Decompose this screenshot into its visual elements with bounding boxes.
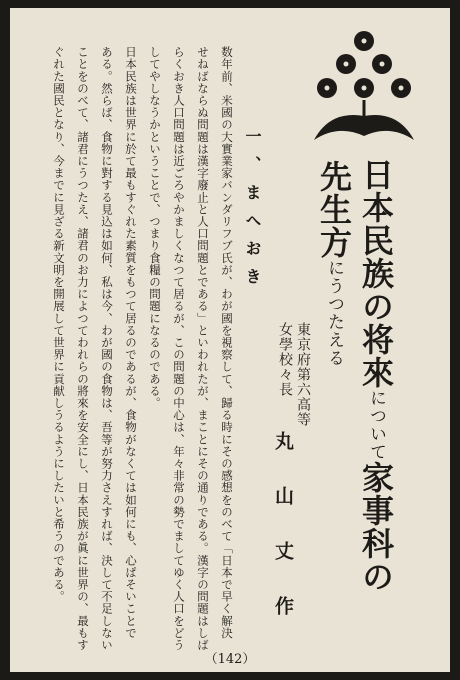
section-heading: 一、まへおき	[243, 128, 262, 296]
body-text-line: 数年前、米國の大實業家バンダリフブ氏が、わが國を視察して、歸る時にその感想をのべて「日本で早く解決	[220, 46, 234, 639]
body-text-line: 日本民族は世界に於て最もすぐれた素質をもつて居るのであるが、食物がなくては如何にも、心ぱそいことで	[124, 46, 138, 639]
body-text-line: らくおき人口問題は近ごろやかましくなつて居るが、この問題の中心は、年々非常の勢でましてゆく人口をどう	[172, 46, 186, 651]
body-text-line: ある。然らば、食物に對する見込は如何、私は今、わが國の食物は、吾等が努力さえすれば、決して不足しない	[100, 46, 114, 651]
article-title-line2: 先生方にうつたえる	[315, 160, 353, 367]
body-text-line: せねばならぬ問題は漢字廢止と人口問題とである」といわれたが、まことにその通りである。漢字の問題はしば	[196, 46, 210, 651]
book-page	[10, 8, 450, 672]
body-text-line: してやしなうかということで、つまり食糧の問題になるのである。	[148, 46, 162, 409]
body-text-line: ことをのべて、諸君にうつたえ、諸君のお力によつてわれらの將來を安全にし、日本民族が眞に世界の、最もす	[76, 46, 90, 651]
page-number: （142）	[204, 652, 256, 667]
floral-crest-emblem	[310, 24, 418, 144]
author-affiliation-line1: 東京府第六高等	[295, 322, 311, 427]
author-affiliation-line2: 女學校々長	[277, 322, 293, 397]
article-title-line1: 日本民族の将來について家事科の	[357, 158, 395, 593]
author-name: 丸山丈作	[272, 431, 294, 651]
body-text-line: ぐれた國民となり、今までに見ざる新文明を開展して世界に貢献しうるようにしたいと希うのである。	[52, 46, 66, 603]
